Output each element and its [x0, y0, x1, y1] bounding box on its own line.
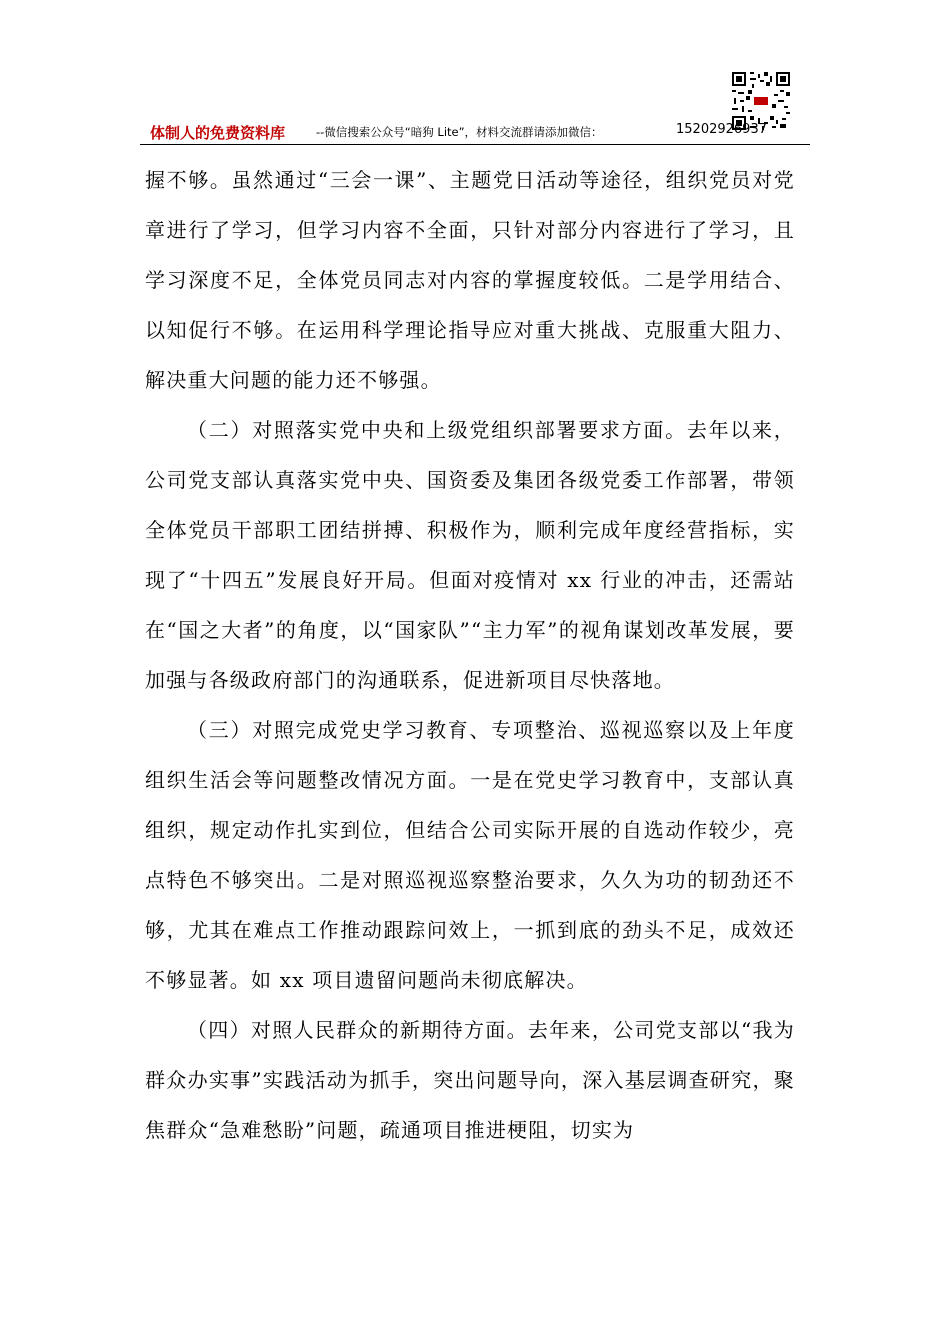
paragraph-section-two: （二）对照落实党中央和上级党组织部署要求方面。去年以来，公司党支部认真落实党中央、国资委及集团各级党委工作部署，带领全体党员干部职工团结拼搏、积极作为，顺利完成年度经营指标，实现了“十四五”发展良好开局。但面对疫情对 xx 行业的冲击，还需站在“国之大者”的角度，以“国家队”“主力军”的视角谋划改革发展，要加强与各级政府部门的沟通联系，促进新项目尽快落地。 [145, 418, 795, 692]
header-note: --微信搜索公众号“暗狗 Lite”，材料交流群请添加微信： [316, 125, 603, 139]
header-phone-number: 15202926937 [676, 122, 767, 137]
document-body [145, 155, 795, 1155]
page-header [140, 66, 810, 146]
header-divider [140, 144, 810, 145]
header-brand: 体制人的免费资料库 [150, 124, 286, 142]
paragraph-section-three: （三）对照完成党史学习教育、专项整治、巡视巡察以及上年度组织生活会等问题整改情况方面。一是在党史学习教育中，支部认真组织，规定动作扎实到位，但结合公司实际开展的自选动作较少，亮点特色不够突出。二是对照巡视巡察整治要求，久久为功的韧劲还不够，尤其在难点工作推动跟踪问效上，一抓到底的劲头不足，成效还不够显著。如 xx 项目遗留问题尚未彻底解决。 [145, 718, 795, 992]
paragraph-continuation: 握不够。虽然通过“三会一课”、主题党日活动等途径，组织党员对党章进行了学习，但学习内容不全面，只针对部分内容进行了学习，且学习深度不足，全体党员同志对内容的掌握度较低。二是学用结合、以知促行不够。在运用科学理论指导应对重大挑战、克服重大阻力、解决重大问题的能力还不够强。 [145, 168, 795, 392]
paragraph-section-four: （四）对照人民群众的新期待方面。去年来，公司党支部以“我为群众办实事”实践活动为抓手，突出问题导向，深入基层调查研究，聚焦群众“急难愁盼”问题，疏通项目推进梗阻，切实为 [145, 1018, 795, 1142]
